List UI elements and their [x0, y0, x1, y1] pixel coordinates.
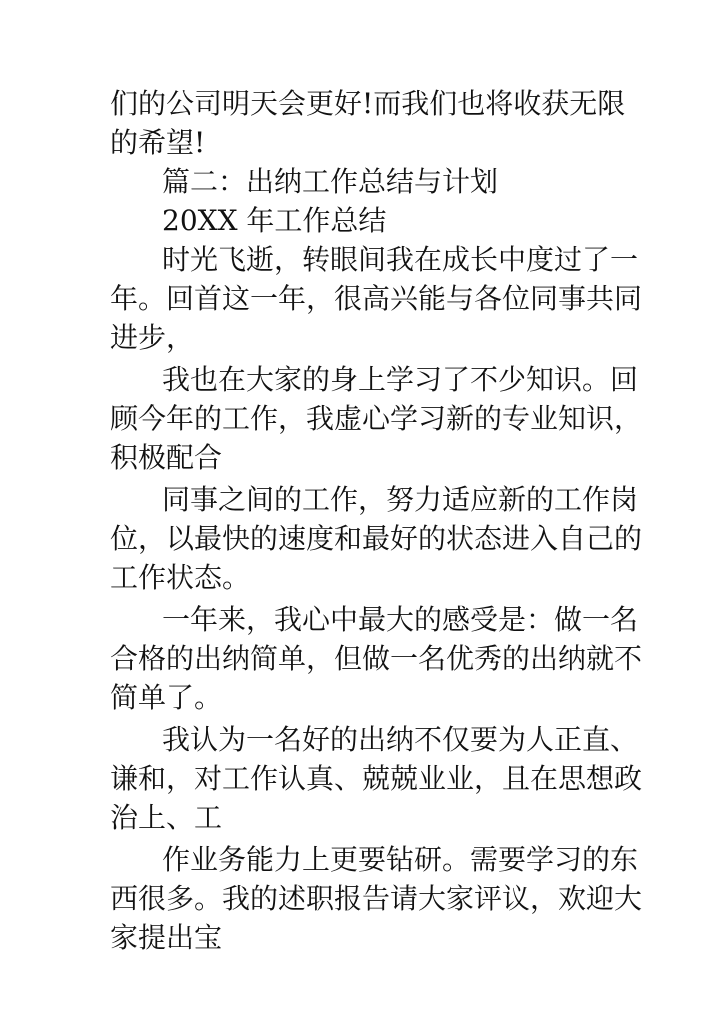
text-line: 顾今年的工作，我虚心学习新的专业知识，: [110, 402, 643, 435]
text-line: 工作状态。: [110, 561, 251, 594]
text-line: 位，以最快的速度和最好的状态进入自己的: [110, 522, 643, 555]
text-line: 治上、工: [110, 801, 223, 834]
text-line: 年。回首这一年，很高兴能与各位同事共同: [110, 282, 643, 315]
text-line: 我认为一名好的出纳不仅要为人正直、: [162, 723, 639, 756]
text-line: 简单了。: [110, 681, 223, 714]
text-line: 进步，: [110, 321, 195, 354]
section-heading: 篇二：出纳工作总结与计划: [162, 165, 499, 198]
text-line: 谦和，对工作认真、兢兢业业，且在思想政: [110, 762, 643, 795]
text-line: 的希望!: [110, 126, 206, 159]
subsection-heading: 20XX 年工作总结: [162, 204, 387, 237]
text-line: 合格的出纳简单，但做一名优秀的出纳就不: [110, 642, 643, 675]
document-body: [110, 84, 643, 957]
text-line: 一年来，我心中最大的感受是：做一名: [162, 603, 639, 636]
text-line: 我也在大家的身上学习了不少知识。回: [162, 363, 639, 396]
text-line: 西很多。我的述职报告请大家评议，欢迎大: [110, 882, 643, 915]
text-line: 作业务能力上更要钻研。需要学习的东: [162, 843, 639, 876]
text-line: 同事之间的工作，努力适应新的工作岗: [162, 483, 639, 516]
text-line: 时光飞逝，转眼间我在成长中度过了一: [162, 243, 639, 276]
text-line: 们的公司明天会更好!而我们也将收获无限: [110, 87, 626, 120]
text-line: 家提出宝: [110, 921, 223, 954]
text-line: 积极配合: [110, 441, 223, 474]
